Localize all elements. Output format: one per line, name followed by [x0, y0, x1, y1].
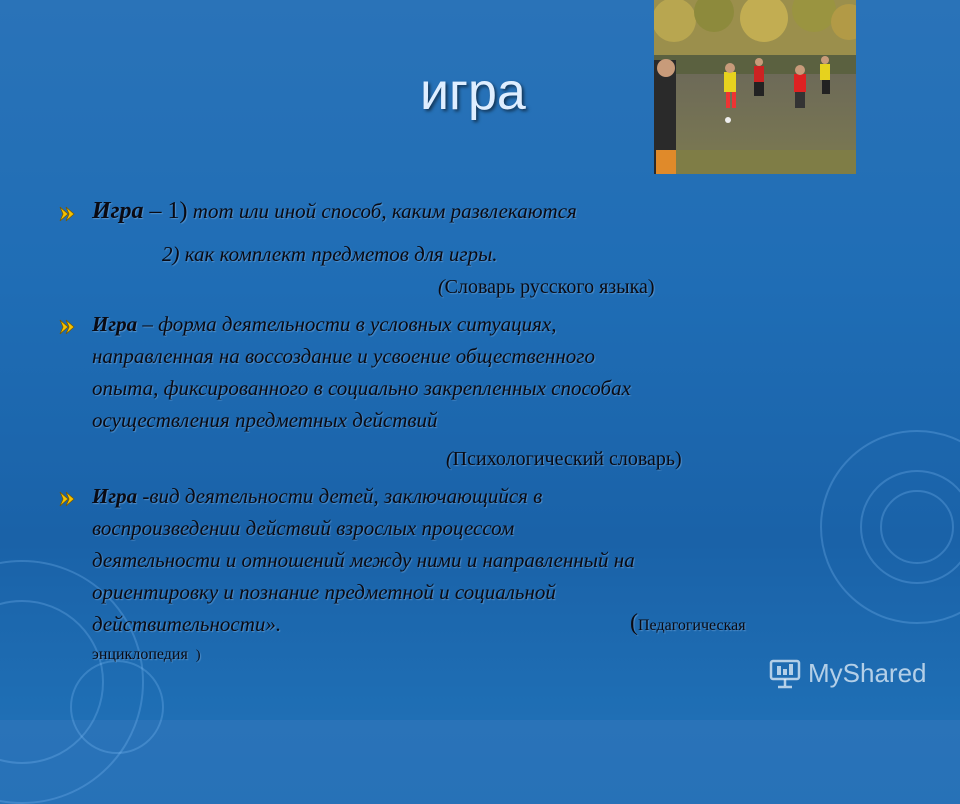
bullet2-source — [446, 448, 682, 471]
bullet-arrow-icon — [58, 318, 76, 336]
bullet3-source-a-text: Педагогическая — [638, 617, 746, 634]
bullet-arrow-icon — [58, 205, 76, 223]
bullet2-term: Игра — [92, 312, 138, 336]
bullet2-line3: опыта, фиксированного в социально закрепленных способах — [92, 376, 631, 400]
bullet1-line1-rest: тот или иной способ, каким развлекаются — [187, 199, 577, 223]
ripple-decoration — [820, 430, 960, 624]
bullet2-line4: осуществления предметных действий — [92, 408, 438, 432]
myshared-watermark — [768, 656, 927, 690]
bullet2-source-open: ( — [446, 448, 453, 470]
bullet3-line1-rest: -вид деятельности детей, заключающийся в — [137, 484, 543, 508]
ripple-decoration — [70, 660, 164, 754]
bullet1-source-open: ( — [438, 276, 445, 298]
bullet3-source-close: ) — [195, 648, 201, 663]
bullet3-line3: деятельности и отношений между ними и направленный на — [92, 548, 635, 572]
bullet3-line1 — [92, 484, 542, 509]
bullet1-term: Игра — [92, 198, 144, 224]
bullet2-source-text: Психологический словарь) — [452, 448, 682, 470]
bullet3-term: Игра — [92, 484, 138, 508]
football-photo-image — [654, 0, 856, 174]
bullet1-source — [438, 276, 655, 299]
bullet3-line2: воспроизведении действий взрослых процессом — [92, 516, 515, 540]
bullet1-dash: – 1) — [143, 198, 188, 224]
presentation-icon — [768, 656, 802, 690]
bullet1-line2: 2) как комплект предметов для игры. — [162, 242, 498, 266]
bullet3-source-open: ( — [630, 610, 638, 636]
watermark-text: MyShared — [808, 657, 927, 688]
bullet3-line5: действительности». — [92, 612, 282, 636]
bullet3-source-a — [630, 610, 746, 637]
bullet3-line4: ориентировку и познание предметной и социальной — [92, 580, 556, 604]
bullet2-line2: направленная на воссоздание и усвоение общественного — [92, 344, 595, 368]
bullet1-line1 — [92, 198, 577, 225]
bullet1-source-text: Словарь русского языка) — [444, 276, 655, 298]
bullet3-source-b-text: энциклопедия — [92, 646, 188, 663]
bullet2-line1 — [92, 312, 557, 337]
bullet2-line1-rest: – форма деятельности в условных ситуациях, — [137, 312, 557, 336]
bullet3-source-b — [92, 646, 201, 664]
slide-title: игра — [420, 63, 526, 121]
bullet-arrow-icon — [58, 490, 76, 508]
football-photo — [654, 0, 856, 174]
